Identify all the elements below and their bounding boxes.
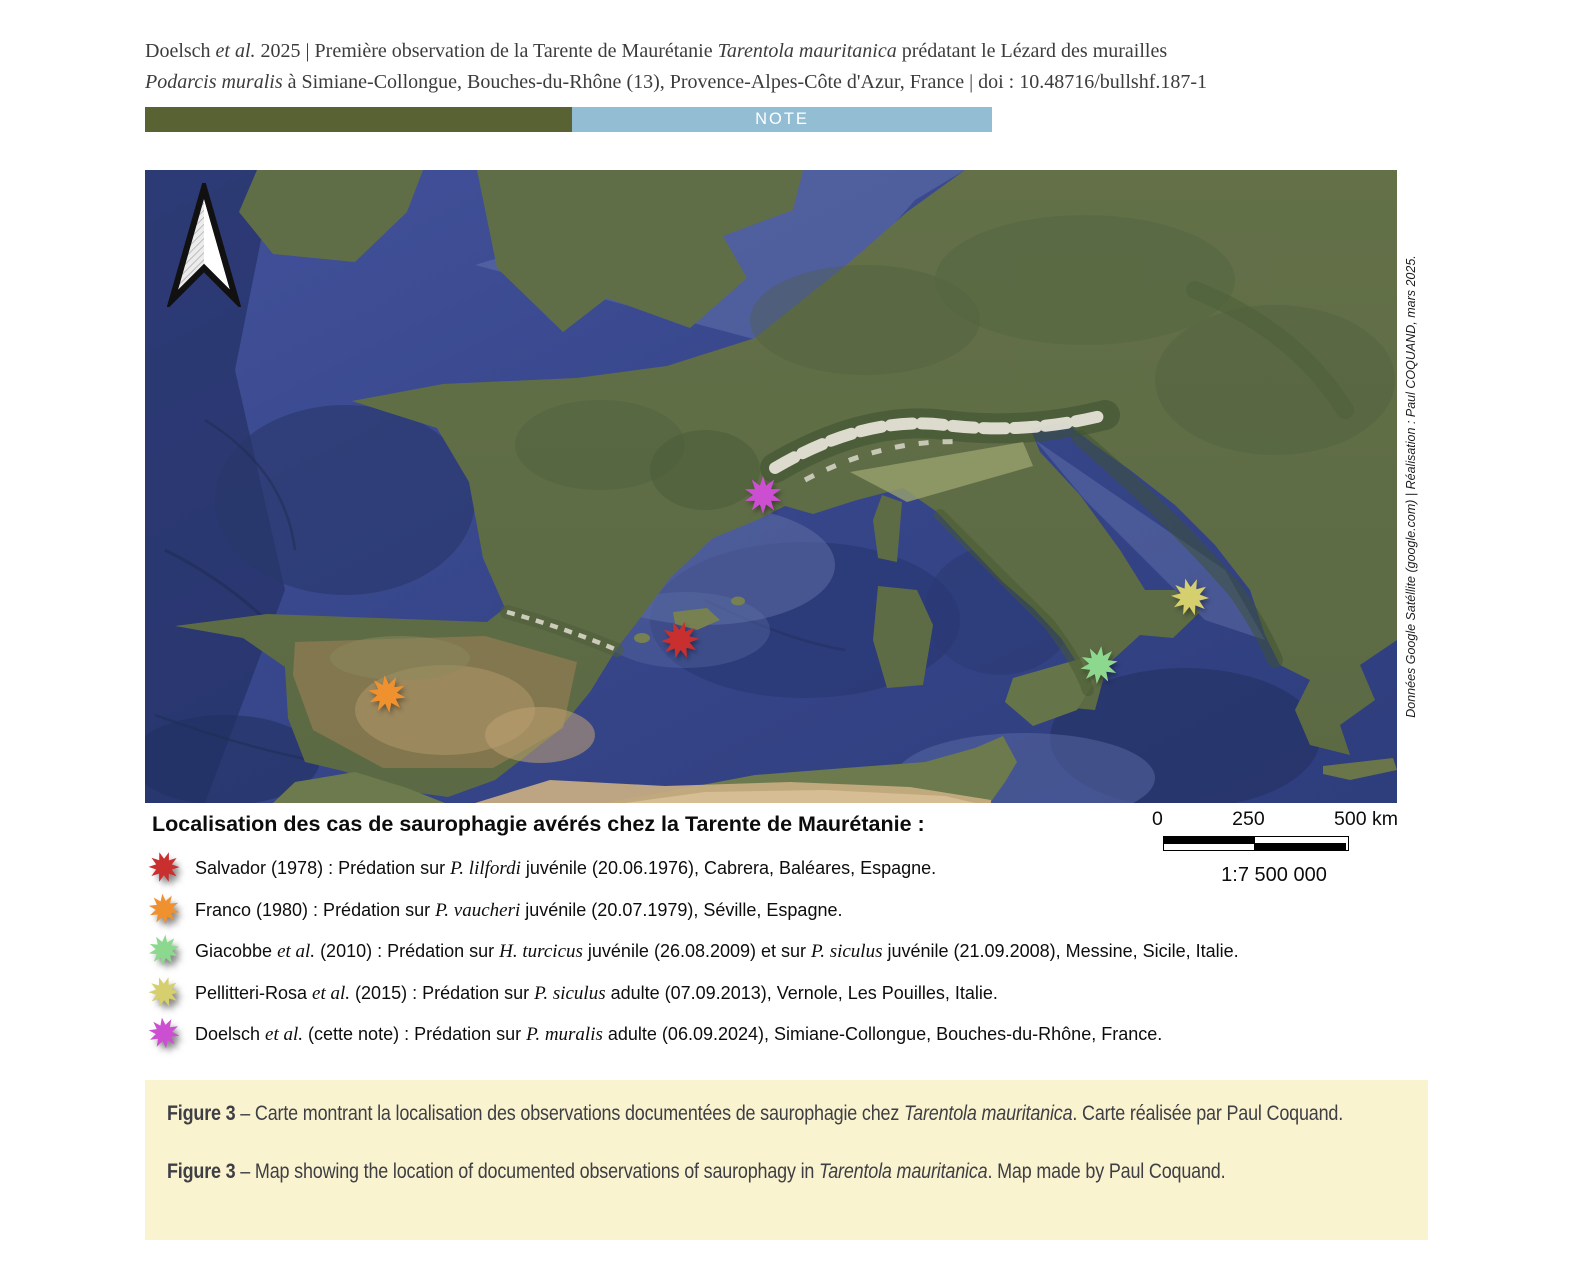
legend-list xyxy=(148,852,1239,1060)
star-icon xyxy=(148,934,184,970)
map-attribution: Données Google Satéllite (google.com) | Réalisation : Paul COQUAND, mars 2025. xyxy=(1404,255,1418,718)
caption-french: Figure 3 – Carte montrant la localisation des observations documentées de saurophagie chez Tarentola mauritanica. Carte réalisée par Paul Coquand. xyxy=(167,1102,1344,1125)
star-icon xyxy=(148,1017,184,1053)
north-arrow-icon xyxy=(167,183,241,307)
legend-entry xyxy=(148,894,1239,928)
header-line-1: Doelsch et al. 2025 | Première observation de la Tarente de Maurétanie Tarentola mauritanica prédatant le Lézard des murailles xyxy=(145,40,1168,62)
section-bars xyxy=(145,107,992,132)
scale-tick-500: 500 km xyxy=(1334,808,1398,830)
legend-entry xyxy=(148,1018,1239,1052)
figure-caption-box xyxy=(145,1080,1428,1240)
legend-entry-text: Doelsch et al. (cette note) : Prédation sur P. muralis adulte (06.09.2024), Simiane-Collongue, Bouches-du-Rhône, France. xyxy=(195,1024,1163,1045)
star-icon xyxy=(148,976,184,1012)
legend-entry-text: Franco (1980) : Prédation sur P. vaucheri juvénile (20.07.1979), Séville, Espagne. xyxy=(195,899,843,921)
star-icon xyxy=(148,893,184,929)
legend-entry xyxy=(148,935,1239,969)
note-bar xyxy=(572,107,992,132)
scale-tick-250: 250 xyxy=(1232,808,1265,830)
legend-entry-text: Pellitteri-Rosa et al. (2015) : Prédation sur P. siculus adulte (07.09.2013), Vernole, Les Pouilles, Italie. xyxy=(195,982,998,1004)
note-label: NOTE xyxy=(755,110,809,128)
caption-english: Figure 3 – Map showing the location of documented observations of saurophagy in Tarentola mauritanica. Map made by Paul Coquand. xyxy=(167,1160,1226,1183)
scale-bar-graphic xyxy=(1163,836,1349,851)
scale-tick-0: 0 xyxy=(1152,808,1163,830)
legend-entry-text: Giacobbe et al. (2010) : Prédation sur H. turcicus juvénile (26.08.2009) et sur P. siculus juvénile (21.09.2008), Messine, Sicile, Italie. xyxy=(195,941,1239,962)
green-bar xyxy=(145,107,572,132)
satellite-map xyxy=(145,170,1397,803)
page-header xyxy=(145,36,1415,97)
scale-ratio: 1:7 500 000 xyxy=(1221,864,1327,886)
header-line-2: Podarcis muralis à Simiane-Collongue, Bouches-du-Rhône (13), Provence-Alpes-Côte d'Azur, France | doi : 10.48716/bullshf.187-1 xyxy=(145,70,1208,93)
star-icon xyxy=(148,851,184,887)
map-figure xyxy=(145,170,1397,803)
legend-entry xyxy=(148,977,1239,1011)
scale-labels xyxy=(1150,808,1398,836)
legend-entry-text: Salvador (1978) : Prédation sur P. lilfordi juvénile (20.06.1976), Cabrera, Baléares, Espagne. xyxy=(195,858,937,879)
legend-entry xyxy=(148,852,1239,886)
scale-bar xyxy=(1150,808,1398,887)
legend-title: Localisation des cas de saurophagie avérés chez la Tarente de Maurétanie : xyxy=(152,812,925,836)
